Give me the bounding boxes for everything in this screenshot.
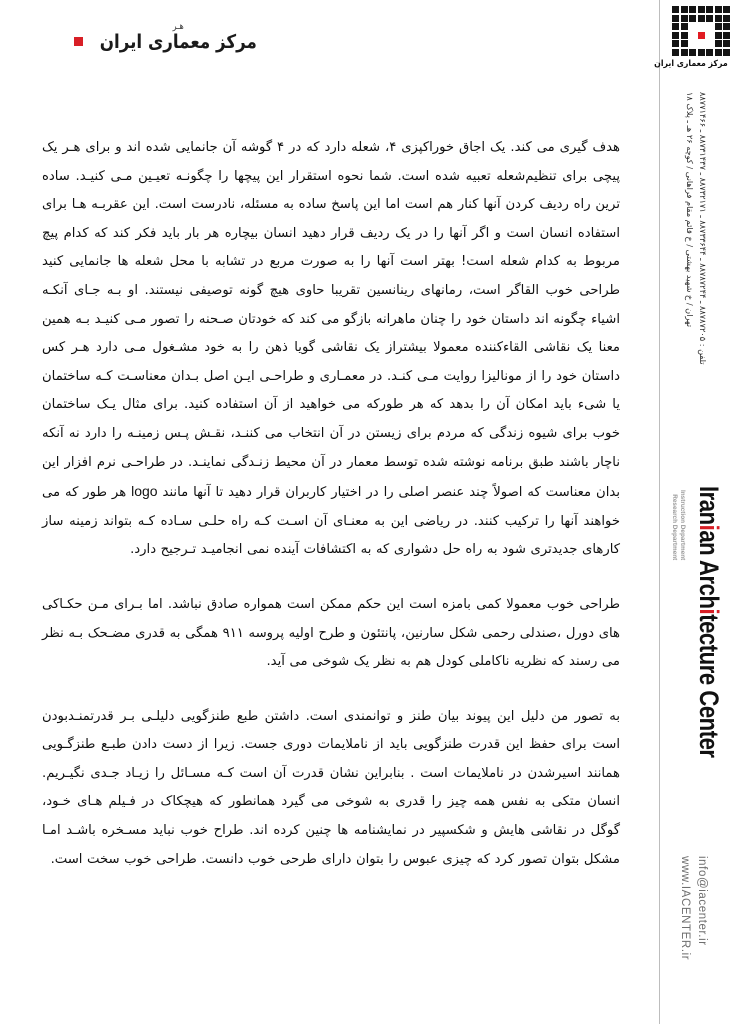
pixel-cell — [698, 23, 705, 30]
paragraph-2: طراحی خوب معمولا کمی بامزه است این حکم ممکن است همواره صادق نباشد. اما بـرای مـن حکـاکی های دورل ،صندلی رحمی شکل سارنین، پانتئون و طرح اولیه پروسه ۹۱۱ همگی به قدری مضـحک بـه نظر می رسند که نظریه ناکاملی کودل هم به نظر یک شوخی می آید. — [42, 596, 621, 670]
pixel-cell — [715, 32, 722, 39]
inline-latin-token: logo — [131, 483, 158, 500]
pixel-cell — [706, 23, 713, 30]
header-logo-top-line: هـر — [172, 21, 184, 32]
sidebar-phone-line: تلفن : ۸۸۷۸۷۲۰۵ ـ ۸۸۷۸۷۲۴۴ ـ ۸۸۷۳۳۶۴۴ ـ ۸۸۷۳۲۱۷۱ ـ ۸۸۷۳۱۴۳۷ ـ ۸۸۷۷۱۴۶۶ — [698, 92, 708, 365]
pixel-cell — [672, 15, 679, 22]
sidebar-address-line: تهران / خ شهید بهشتی / خ قائم مقام فراهانی / کوچه ۲۶ هـ ـ پلاک ۱۸ — [685, 92, 695, 328]
pixel-cell — [689, 15, 696, 22]
header-logo-main-line: مرکز معماری ایران — [99, 30, 257, 53]
paragraph-1: هدف گیری می کند. یک اجاق خوراکپزی ۴، شعله دارد که در ۴ گوشه آن جانمایی شده اند و برای هـر یک پیچی برای تنظیم‌شعله تعبیه شده است. شما نحوه استقرار این پیچها را چگونـه تعیـین مـی کنیـد. ساده ترین راه ردیف کردن آنها کنار هم است اما این پاسخ ساده به مسئله، نادرست است. این عقربـه هـا برای استفاده انسان است و اگر آنها را در یک ردیف قرار دهید انسان بیچاره هر بار باید فکر کند که کدام پیچ مربوط به کدام شعله است! بهتر است آنها را به صورت مربع در تشابه با محل شعله ها جانمایی کنید طراحی خوب القاگر است، رمانهای رینانسین تقریبا حاوی هیچ گونه توصیفی نیستند. او بـه جـای آنکـه اشیاء چگونه اند داستان خود را چنان ماهرانه بازگو می کند که خودتان صـحنه را تصور مـی کنیـد بـه همین معنا یک نقاشی القاءکننده معمولا بیشتراز یک نقاشی گویا ذهن را به خود مشـغول مـی دارد هـر کس داستان خود را از مونالیزا روایت مـی کنـد. در معمـاری و طراحـی ایـن اصل بـدان معناسـت کـه ساختمان یا شیء باید امکان آن را بدهد که هر طورکه می خواهید از آن استفاده کنید. برای مثال یـک ساختمان خوب برای شیوه زندگی که مردم برای زیستن در آن انتخاب می کننـد، نقـش پـس زمینـه را دارد نه آنکه ناچار باشند طبق برنامه نوشته شده توسط معمار در آن محیط زنـدگی نماینـد. در طراحـی نرم افزار این بدان معناست که اصولاً چند عنصر اصلی را در اختیار کاربران قرار دهید تا آنها مانند logo هر طور که می خواهند آنها را ترکیب کنند. در ریاضی این به معنـای آن اسـت کـه راه حلـی سـاده کـه بتواند زمینه ساز کارهای جدیدتری شود به راه حل دشواری که به اکتشافات آینده نمی انجامیـد تـرجیح دارد. — [42, 140, 620, 558]
pixel-cell — [706, 6, 713, 13]
pixel-cell — [698, 40, 705, 47]
header-logo-red-square-icon — [74, 37, 83, 46]
department-research: Research Department — [671, 494, 678, 561]
pixel-cell — [715, 40, 722, 47]
header-logo — [74, 14, 257, 60]
pixel-cell — [706, 49, 713, 56]
right-sidebar — [654, 0, 739, 1024]
pixel-cell — [681, 32, 688, 39]
pixel-cell — [706, 15, 713, 22]
paragraph-3: به تصور من دلیل این پیوند بیان طنز و توانمندی است. داشتن طبع طنزگویی دلیلـی بـر قدرتمنـدبودن است برای حفظ این قدرت طنزگویی باید از ناملایمات دوری جست. زیرا از دست دادن طبـع طنزگـویی همانند اسیرشدن در ناملایمات است . بنابراین نشان قدرت آن است کـه مسـائل را زیـاد جـدی نگیـریم. انسان متکی به نفس همه چیز را قدری به شوخی می گیرد همانطور که هیچکاک در فـیلم هـای خـود، گوگل در نقاشی هایش و شکسپیر در نمایشنامه ها چنین کرده اند. طراح خوب نباید مسـخره باشـد امـا مشکل بتوان تصور کرد که چیزی عبوس را بتوان دارای طرحی خوب دانست. طراحی خوب سخت است. — [42, 708, 620, 867]
sidebar-brand-name: Iranian Architecture Center — [694, 486, 724, 758]
sidebar-contact-block — [660, 856, 738, 1016]
sidebar-department-lines — [670, 490, 686, 560]
pixel-cell — [689, 6, 696, 13]
pixel-cell — [698, 6, 705, 13]
pixel-cell — [715, 6, 722, 13]
sidebar-address-block — [660, 92, 738, 392]
pixel-cell — [681, 23, 688, 30]
document-text — [42, 134, 620, 874]
pixel-cell — [723, 32, 730, 39]
pixel-cell — [681, 40, 688, 47]
sidebar-brand-block — [664, 486, 736, 816]
pixel-cell — [689, 49, 696, 56]
pixel-cell — [689, 32, 696, 39]
pixel-cell — [723, 40, 730, 47]
pixel-cell — [723, 15, 730, 22]
pixel-cell — [689, 40, 696, 47]
sidebar-content — [654, 0, 739, 1024]
pixel-cell — [672, 32, 679, 39]
pixel-cell — [715, 15, 722, 22]
pixel-accent-cell — [698, 32, 705, 39]
pixel-cell — [698, 15, 705, 22]
brand-accent-letter: i — [694, 608, 724, 615]
header-logo-text — [89, 23, 268, 52]
pixel-cell — [681, 49, 688, 56]
pixel-cell — [672, 49, 679, 56]
sidebar-logo-caption: مرکز معماری ایران — [654, 58, 728, 69]
pixel-cell — [681, 15, 688, 22]
pixel-cell — [723, 23, 730, 30]
pixel-cell — [723, 6, 730, 13]
pixel-cell — [706, 32, 713, 39]
website-link[interactable]: www.IACENTER.ir — [679, 856, 691, 961]
pixel-cell — [715, 49, 722, 56]
pixel-cell — [715, 23, 722, 30]
pixel-cell — [672, 40, 679, 47]
pixel-cell — [689, 23, 696, 30]
pixel-cell — [672, 23, 679, 30]
pixel-cell — [698, 49, 705, 56]
email-link[interactable]: info@iacenter.ir — [696, 856, 708, 946]
pixel-cell — [723, 49, 730, 56]
pixel-logo-icon — [672, 6, 730, 56]
sidebar-logo — [654, 6, 730, 69]
department-instruction: Instruction Department — [679, 490, 686, 561]
pixel-cell — [672, 6, 679, 13]
pixel-cell — [681, 6, 688, 13]
brand-accent-letter: i — [694, 524, 724, 531]
pixel-cell — [706, 40, 713, 47]
